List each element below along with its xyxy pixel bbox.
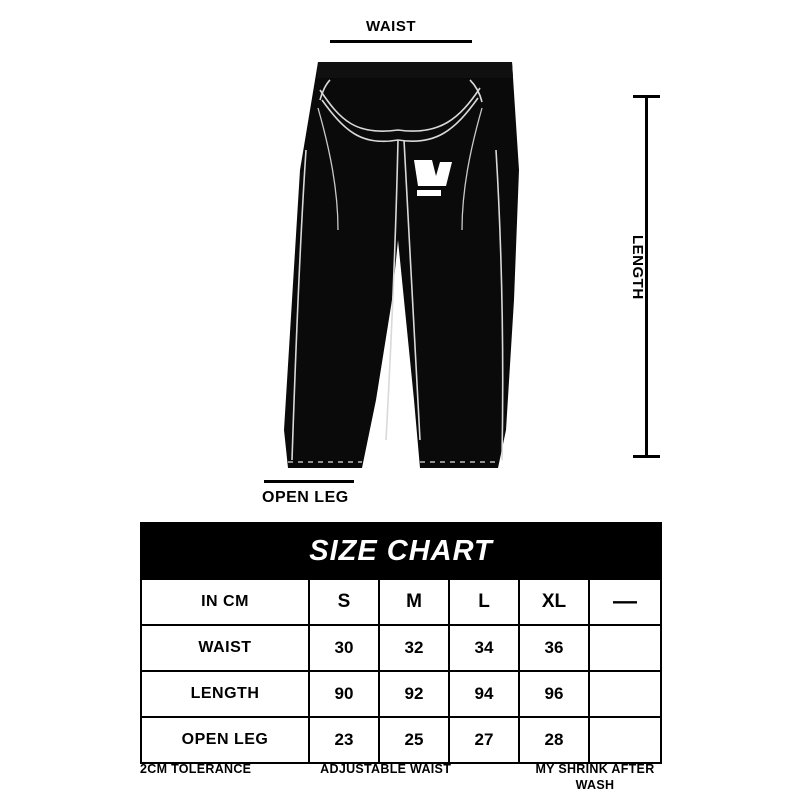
footnote-shrink: MY SHRINK AFTER WASH (535, 762, 655, 792)
waist-measure-rule (330, 40, 472, 43)
waist-xl-value: 36 (519, 625, 589, 671)
size-header-xl: XL (519, 579, 589, 625)
length-extra-value (589, 671, 661, 717)
open-leg-s-value: 23 (309, 717, 379, 763)
length-l-value: 94 (449, 671, 519, 717)
size-header-extra: — (589, 579, 661, 625)
open-leg-xl-value: 28 (519, 717, 589, 763)
size-chart-table (140, 522, 662, 764)
unit-header: IN CM (141, 579, 309, 625)
open-leg-l-value: 27 (449, 717, 519, 763)
size-header-m: M (379, 579, 449, 625)
size-chart-title: SIZE CHART (141, 523, 661, 579)
table-row (141, 625, 661, 671)
open-leg-measure-rule (264, 480, 354, 483)
size-header-l: L (449, 579, 519, 625)
waist-m-value: 32 (379, 625, 449, 671)
length-s-value: 90 (309, 671, 379, 717)
footnote-adjustable-waist: ADJUSTABLE WAIST (320, 762, 452, 776)
row-label-length: LENGTH (141, 671, 309, 717)
table-header-row (141, 579, 661, 625)
length-xl-value: 96 (519, 671, 589, 717)
waistband (317, 62, 513, 78)
footnote-tolerance: 2CM TOLERANCE (140, 762, 252, 776)
waist-s-value: 30 (309, 625, 379, 671)
length-m-value: 92 (379, 671, 449, 717)
open-leg-dimension-label: OPEN LEG (262, 489, 349, 506)
table-row (141, 671, 661, 717)
waist-l-value: 34 (449, 625, 519, 671)
table-title-row (141, 523, 661, 579)
length-tick-bottom (633, 455, 660, 458)
row-label-open-leg: OPEN LEG (141, 717, 309, 763)
waist-extra-value (589, 625, 661, 671)
length-dimension-label: LENGTH (629, 235, 646, 300)
table-row (141, 717, 661, 763)
open-leg-m-value: 25 (379, 717, 449, 763)
footnotes (140, 762, 670, 793)
size-header-s: S (309, 579, 379, 625)
length-tick-top (633, 95, 660, 98)
pants-body (284, 62, 519, 468)
open-leg-extra-value (589, 717, 661, 763)
waist-dimension-label: WAIST (366, 18, 416, 35)
row-label-waist: WAIST (141, 625, 309, 671)
